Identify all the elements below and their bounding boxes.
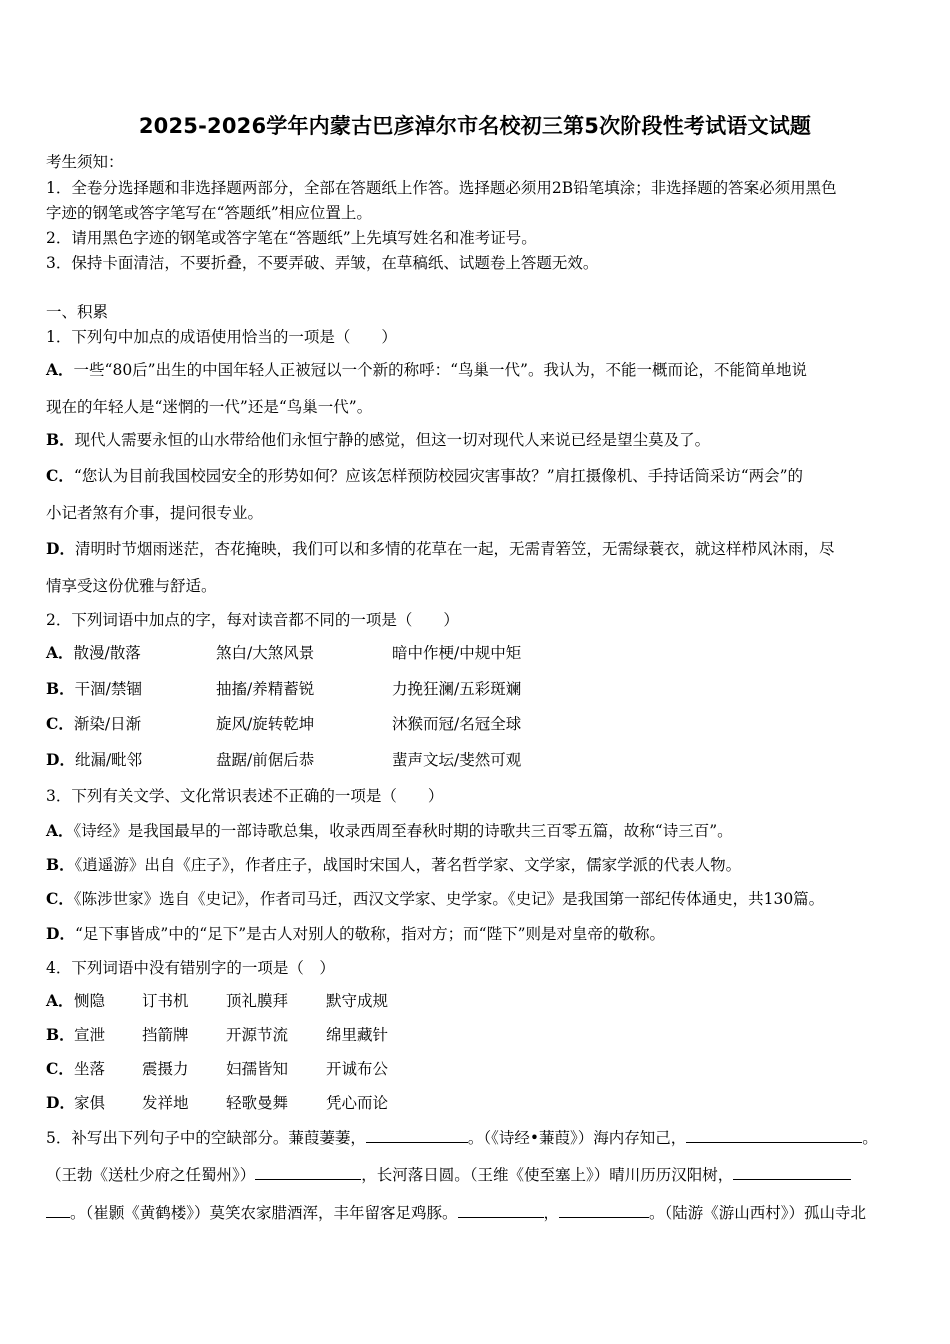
option-text: 渐染/日渐 bbox=[73, 715, 142, 733]
option-label: C． bbox=[46, 889, 74, 908]
q1-option-b bbox=[46, 430, 710, 450]
option-text: 盘踞/前倨后恭 bbox=[216, 751, 315, 769]
q5-text: 。（《诗经•蒹葭》）海内存知己， bbox=[467, 1129, 687, 1147]
option-word: 订书机 bbox=[142, 992, 189, 1010]
option-text: 旋风/旋转乾坤 bbox=[216, 715, 315, 733]
option-word: 宣泄 bbox=[74, 1026, 106, 1044]
option-text: 沐猴而冠/名冠全球 bbox=[392, 715, 522, 733]
fill-blank[interactable] bbox=[458, 1201, 544, 1218]
q1-option-a-cont: 现在的年轻人是“迷惘的一代”还是“鸟巢一代”。 bbox=[46, 398, 373, 416]
option-label: A． bbox=[46, 821, 74, 840]
fill-blank[interactable] bbox=[559, 1201, 649, 1218]
q2-option-row bbox=[46, 679, 142, 699]
q2-option-row bbox=[46, 750, 142, 770]
option-label: B． bbox=[46, 855, 75, 874]
option-text: 《逍遥游》出自《庄子》，作者庄子，战国时宋国人，著名哲学家、文学家，儒家学派的代表人物。 bbox=[74, 856, 742, 874]
q4-option-label bbox=[46, 1059, 74, 1079]
page-title: 2025-2026学年内蒙古巴彦淖尔市名校初三第5次阶段性考试语文试题 bbox=[138, 114, 812, 138]
option-word: 坐落 bbox=[74, 1060, 106, 1078]
q5-text: （王勃《送杜少府之任蜀州》） bbox=[46, 1166, 256, 1184]
option-text: 散漫/散落 bbox=[73, 644, 141, 662]
option-label: B． bbox=[46, 679, 75, 698]
option-text: 蜚声文坛/斐然可观 bbox=[392, 751, 522, 769]
option-word: 顶礼膜拜 bbox=[226, 992, 289, 1010]
option-label: D． bbox=[46, 539, 75, 558]
option-text: “足下事皆成”中的“足下”是古人对别人的敬称，指对方；而“陛下”则是对皇帝的敬称。 bbox=[74, 925, 666, 943]
option-label: A． bbox=[46, 360, 74, 379]
option-word: 挡箭牌 bbox=[142, 1026, 189, 1044]
option-text: 《陈涉世家》选自《史记》，作者司马迁，西汉文学家、史学家。《史记》是我国第一部纪传体通史，共130篇。 bbox=[73, 890, 825, 908]
q2-stem: 2．下列词语中加点的字，每对读音都不同的一项是（ ） bbox=[46, 611, 459, 629]
option-label: C． bbox=[46, 1059, 74, 1078]
option-word: 家俱 bbox=[74, 1094, 106, 1112]
option-word: 恻隐 bbox=[74, 992, 106, 1010]
option-label: B． bbox=[46, 1025, 75, 1044]
q1-stem: 1．下列句中加点的成语使用恰当的一项是（ ） bbox=[46, 328, 397, 346]
option-label: A． bbox=[46, 643, 74, 662]
option-word: 妇孺皆知 bbox=[226, 1060, 289, 1078]
q3-stem: 3．下列有关文学、文化常识表述不正确的一项是（ ） bbox=[46, 787, 444, 805]
fill-blank[interactable] bbox=[733, 1163, 851, 1180]
option-label: C． bbox=[46, 714, 74, 733]
q5-text: ， bbox=[543, 1204, 560, 1222]
notice-item: 字迹的钢笔或答字笔写在“答题纸”相应位置上。 bbox=[46, 204, 372, 222]
option-label: B． bbox=[46, 430, 75, 449]
q5-text: 5．补写出下列句子中的空缺部分。蒹葭萋萋， bbox=[46, 1129, 366, 1147]
option-text: 干涸/禁锢 bbox=[74, 680, 142, 698]
notice-item: 3．保持卡面清洁，不要折叠，不要弄破、弄皱，在草稿纸、试题卷上答题无效。 bbox=[46, 254, 599, 272]
option-text: 纰漏/毗邻 bbox=[74, 751, 143, 769]
q1-option-a bbox=[46, 360, 807, 380]
option-label: C． bbox=[46, 466, 74, 485]
option-word: 发祥地 bbox=[142, 1094, 189, 1112]
option-text: 清明时节烟雨迷茫，杏花掩映，我们可以和多情的花草在一起，无需青箬笠，无需绿蓑衣，就这样栉风沐雨，尽 bbox=[74, 540, 835, 558]
fill-blank[interactable] bbox=[255, 1163, 361, 1180]
fill-blank[interactable] bbox=[686, 1126, 862, 1143]
option-word: 开源节流 bbox=[226, 1026, 289, 1044]
fill-blank[interactable] bbox=[366, 1126, 468, 1143]
option-label: D． bbox=[46, 924, 75, 943]
option-label: D． bbox=[46, 750, 75, 769]
notice-heading: 考生须知： bbox=[46, 153, 124, 171]
q4-option-label bbox=[46, 991, 74, 1011]
section-heading: 一、积累 bbox=[46, 303, 109, 321]
q1-option-d-cont: 情享受这份优雅与舒适。 bbox=[46, 577, 217, 595]
q3-option-c bbox=[46, 889, 824, 909]
fill-blank[interactable] bbox=[46, 1201, 70, 1218]
q5-text: 。 bbox=[862, 1129, 878, 1147]
option-text: 抽搐/养精蓄锐 bbox=[216, 680, 315, 698]
option-text: 一些“80后”出生的中国年轻人正被冠以一个新的称呼：“鸟巢一代”。我认为，不能一概而论，不能简单地说 bbox=[73, 361, 807, 379]
option-text: 现代人需要永恒的山水带给他们永恒宁静的感觉，但这一切对现代人来说已经是望尘莫及了。 bbox=[74, 431, 711, 449]
q5-text: ，长河落日圆。（王维《使至塞上》）晴川历历汉阳树， bbox=[361, 1166, 734, 1184]
option-word: 默守成规 bbox=[326, 992, 389, 1010]
option-text: 力挽狂澜/五彩斑斓 bbox=[392, 680, 522, 698]
q3-option-b bbox=[46, 855, 741, 875]
option-label: A． bbox=[46, 991, 74, 1010]
q4-option-label bbox=[46, 1025, 75, 1045]
q3-option-a bbox=[46, 821, 733, 841]
option-word: 震摄力 bbox=[142, 1060, 189, 1078]
q1-option-c bbox=[46, 466, 803, 486]
option-word: 凭心而论 bbox=[326, 1094, 389, 1112]
q5-text: 。（陆游《游山西村》）孤山寺北 bbox=[649, 1204, 867, 1222]
q1-option-c-cont: 小记者煞有介事，提问很专业。 bbox=[46, 504, 264, 522]
q5-line-1 bbox=[46, 1126, 878, 1148]
option-word: 开诚布公 bbox=[326, 1060, 389, 1078]
option-text: 煞白/大煞风景 bbox=[216, 644, 315, 662]
notice-item: 1．全卷分选择题和非选择题两部分，全部在答题纸上作答。选择题必须用2B铅笔填涂；非选择题的答案必须用黑色 bbox=[46, 179, 837, 197]
option-word: 绵里藏针 bbox=[326, 1026, 389, 1044]
q2-option-row bbox=[46, 714, 141, 734]
q4-stem: 4．下列词语中没有错别字的一项是（ ） bbox=[46, 959, 335, 977]
q5-text: 。（崔颢《黄鹤楼》）莫笑农家腊酒浑，丰年留客足鸡豚。 bbox=[70, 1204, 458, 1222]
option-text: “您认为目前我国校园安全的形势如何？应该怎样预防校园灾害事故？”肩扛摄像机、手持话筒采访“两会”的 bbox=[73, 467, 804, 485]
q1-option-d bbox=[46, 539, 834, 559]
q5-line-2 bbox=[46, 1163, 851, 1185]
option-word: 轻歌曼舞 bbox=[226, 1094, 289, 1112]
q3-option-d bbox=[46, 924, 665, 944]
notice-item: 2．请用黑色字迹的钢笔或答字笔在“答题纸”上先填写姓名和准考证号。 bbox=[46, 229, 537, 247]
option-text: 《诗经》是我国最早的一部诗歌总集，收录西周至春秋时期的诗歌共三百零五篇，故称“诗三百”。 bbox=[73, 822, 733, 840]
q2-option-row bbox=[46, 643, 646, 663]
option-text: 暗中作梗/中规中矩 bbox=[392, 644, 522, 662]
q5-line-3 bbox=[46, 1201, 866, 1223]
option-label: D． bbox=[46, 1093, 75, 1112]
q4-option-label bbox=[46, 1093, 75, 1113]
